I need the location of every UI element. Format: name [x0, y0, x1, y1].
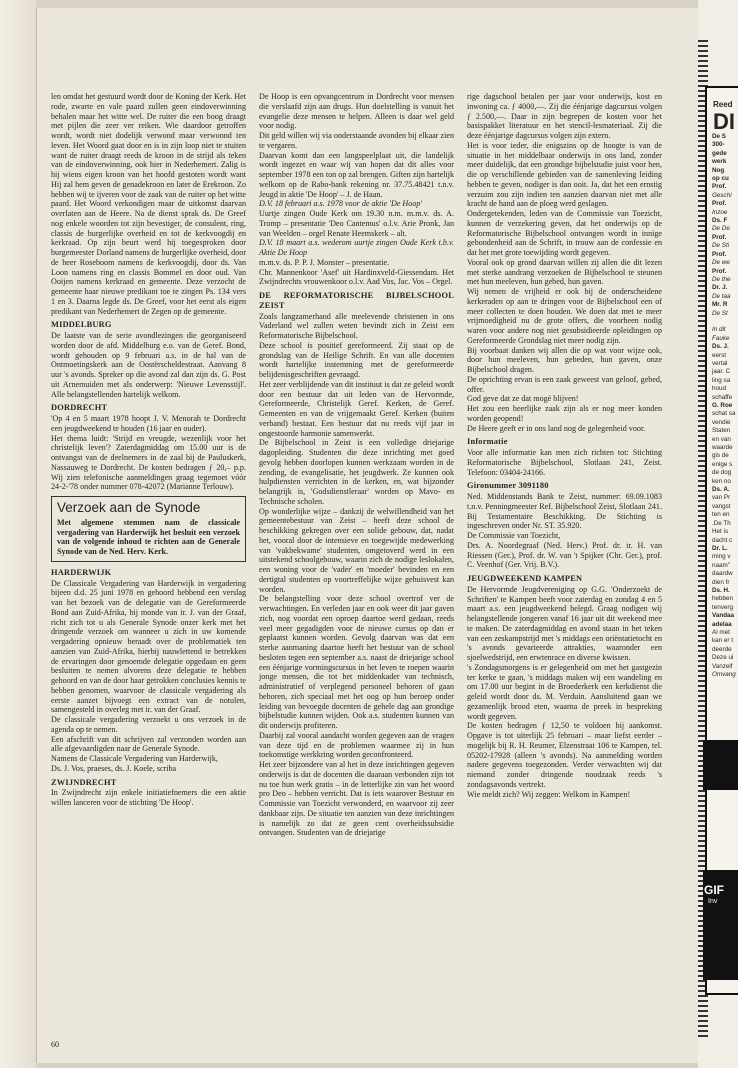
ad-line: enige s — [712, 460, 733, 468]
ad-line: gede — [712, 149, 727, 157]
ad-line: Ds. F — [712, 217, 728, 225]
column-middle — [259, 92, 454, 838]
section-heading: Informatie — [467, 437, 508, 447]
ad-line: G. Roe — [712, 402, 733, 409]
paragraph: Op wonderlijke wijze – dankzij de welwillendheid van het gemeentebestuur van Zeist – heeft deze school de beschikking gekregen over een solide gebouw, dat, nadat het, vooral door de intensieve en toegewijde medewerking van 'vakbekwame' studenten, omgetoverd werd in een uitstekend schoolgebouw, waarin zich de nodige leslokalen, een woning voor de 'vader' en 'moeder' bevinden en een dertigtal studenten op voortreffelijke wijze gehuisvest kan worden. — [259, 506, 454, 594]
paragraph: Uurtje zingen Oude Kerk om 19.30 n.m. m.m.v. ds. A. Tromp – presentatie 'Deo Cantemus' o.l.v. Arie Pronk, Jan van Weelden – orgel Renate Heemskerk – alt. — [259, 209, 454, 238]
paragraph: rige dagschool betalen per jaar voor onderwijs, kost en inwoning ca. ƒ 4000,—. Zij die éénjarige dagcursus volgen ƒ 2.500,—. Daar in zijn begrepen de kosten voor het basispakket literatuur en het stencil-lesmateriaal. Zij die deze éénjarige dagcursus volgen zijn extern. — [467, 92, 662, 140]
ad-line: vertal — [712, 359, 728, 367]
ad-line: werk — [712, 158, 727, 166]
ad-line: De St — [712, 309, 728, 317]
paragraph: Ondergetekenden, leden van de Commissie van Toezicht, kunnen de verzekering geven, dat het onderwijs op de Reformatorische Bijbelschool ontvangen wordt in innige gebondenheid aan de Schrift, in trouw aan de confessie en dat het met grote toewijding wordt gegeven. — [467, 209, 662, 257]
ad-line: en van — [712, 435, 731, 443]
ad-line: ken no — [712, 477, 731, 485]
paragraph: Het zou een heerlijke zaak zijn als er nog meer konden worden geopend! — [467, 404, 662, 423]
section-heading: HARDERWIJK — [51, 567, 112, 577]
paragraph: Het thema luidt: 'Strijd en vreugde, wezenlijk voor het christelijk leven'? Zaterdagmiddag om 15.00 uur is de ontvangst van de deelnemers in de zaal bij de Pauluskerk, Nassauweg te Dordrecht. De kosten bedragen ƒ 20,– p.p. Wij zien telefonische aanmeldingen graag tegemoet vóór 24-2-'78 onder nummer 078-42072 (Marianne Terlouw). — [51, 433, 246, 492]
section-heading: DORDRECHT — [51, 403, 108, 413]
paragraph: De classicale vergadering verzoekt u ons verzoek in de agenda op te nemen. — [51, 715, 246, 734]
column-right — [467, 92, 662, 799]
ad-line: van Pr — [712, 494, 731, 502]
paragraph: Namens de Classicale Vergadering van Harderwijk, — [51, 754, 218, 764]
ad-line: Al met — [712, 628, 730, 636]
ad-line: waarde — [712, 444, 733, 452]
ad-line: ling sa — [712, 376, 731, 384]
section-heading: DE REFORMATORISCHE BIJBELSCHOOL ZEIST — [259, 291, 454, 310]
boxed-notice-title: Verzoek aan de Synode — [57, 500, 201, 515]
ad-line: hebben — [712, 595, 734, 603]
boxed-notice-text: Met algemene stemmen nam de classicale vergadering van Harderwijk het besluit een verzoek van de volgende inhoud te richten aan de Generale Synode van de Ned. Herv. Kerk. — [57, 518, 240, 557]
ad-line: daardw — [712, 570, 733, 578]
boxed-notice — [51, 496, 246, 562]
paragraph: Ned. Middenstands Bank te Zeist, nummer: 69.09.1083 t.n.v. Penningmeester Ref. Bijbelschool Zeist, Slotlaan 241. Bij Testamentaire Beschikking. De Stichting is ingeschreven onder Nr. ST. 35.920. — [467, 492, 662, 531]
ad-line: gis de — [712, 452, 729, 460]
ad-line: Prof. — [712, 267, 727, 275]
ad-line: Prof. — [712, 183, 727, 191]
paragraph: De belangstelling voor deze school overtrof ver de verwachtingen. En verleden jaar en ook weer dit jaar gaven zich, nog voordat een oproep daartoe werd gedaan, reeds veel meer gegadigden voor de nieuwe cursus op dan er geplaatst kunnen worden. Gevolg daarvan was dat een sterke aanmaning daartoe heeft het bestuur van de school besloten tegen een september a.s. naast de driejarige school een éénjarige vormingscursus in het leven te roepen waarin jonge mensen, die tot het middenkader van technisch, administratief of verplegend personeel behoren of gaan behoren, zich speciaal met het oog op hun beroep onder leiding van bevoegde docenten de gehele dag aan grondige bijbelstudie kunnen wijden. Ook a.s. studenten kunnen van dit onderwijs profiteren. — [259, 594, 454, 730]
ad-line: Omvang — [712, 671, 736, 678]
paragraph: Het zeer verblijdende van dit instituut is dat ze geleid wordt door een bestuur dat uit leden van de Hervormde, Gereformeerde, Christelijk Geref. Kerken, de Geref. Gemeenten en van de vrijgemaakt Geref. Kerken (buiten verband) bestaat. Een bestuur dat nu reeds vijf jaar in ongestoorde harmonie samenwerkt. — [259, 379, 454, 438]
ad-line: de dog — [712, 469, 732, 477]
ad-footer-title: GIF — [704, 883, 724, 897]
ad-line: Staten — [712, 427, 731, 435]
paragraph: De oprichting ervan is een zaak geweest van geloof, gebed, offer. — [467, 374, 662, 394]
paragraph: Chr. Mannenkoor 'Asef' uit Hardinxveld-Giessendam. Het Zwijndrechts vrouwenkoor o.l.v. Aad Vos, Jac. Vos – Orgel. — [259, 267, 454, 287]
ad-line: .De Th — [712, 519, 731, 527]
paragraph: De kosten bedragen ƒ 12,50 te voldoen bij aankomst. Opgave is tot uiterlijk 25 februari – maar liefst eerder – mogelijk bij R. H. Reumer, Elzenstraat 106 te Kampen, tel. 05202-17928 (alleen 's avonds). Na aanmelding worden nadere gegevens toegezonden. Verder verwachten wij dat niemand zonder dringende noodzaak reeds 's zondagsavonds vertrekt. — [467, 721, 662, 789]
paragraph: Voor alle informatie kan men zich richten tot: Stichting Reformatorische Bijbelschool, Slotlaan 241, Zeist. Telefoon: 03404-24166. — [467, 448, 662, 477]
paragraph: De Hervormde Jeugdvereniging op G.G. 'Onderzoekt de Schriften' te Kampen beeft voor zaterdag en zondag 4 en 5 maart a.s. een jeugdweekend belegd. Graag nodigen wij belangstellende jongeren vanaf 16 jaar uit dit weekend mee te maken. De zaterdagmiddag en avond staan in het teken van een zeskampstrijd met 's middags een oriëntatietocht en 's avonds gevarieerde attrakties, waaronder een sjoelwedstrijd, een erwtenrace en diverse kwissen. — [467, 584, 662, 662]
paragraph: Zoals langzamerhand alle meelevende christenen in ons Vaderland wel zullen weten bevindt zich in Zeist een Reformatorische Bijbelschool. — [259, 311, 454, 340]
paragraph: De Hoop is een opvangcentrum in Dordrecht voor mensen die verslaafd zijn aan drugs. Hun doelstelling is vanuit het evangelie deze mensen te helpen. Alleen is daar wel geld voor nodig. — [259, 92, 454, 131]
paragraph: Wie meldt zich? Wij zeggen: Welkom in Kampen! — [467, 789, 631, 799]
paragraph: Deze school is positief gereformeerd. Zij staat op de grondslag van de Heilige Schrift. En van alle docenten wordt hartelijke instemming met de gereformeerde belijdenisgeschriften gevraagd. — [259, 340, 454, 379]
paragraph: De Classicale Vergadering van Harderwijk in vergadering bijeen d.d. 25 juni 1978 en gehoord hebbend een verslag van het bezoek van de delegatie van de Gereformeerde Bond aan Zuid-Afrika, bij monde van ir. J. van der Graaf, richt zich tot u als Generale Synode onzer kerk met het dringende verzoek om wanneer u zich in uw komende vergadering opnieuw beraadt over de problematiek ten aanzien van Zuid-Afrika, hierbij nauwlettend te betrekken de ervaringen door genoemde delegatie opgedaan en geen besluiten te nemen alvorens deze delegatie te hebben gehoord en van de door haar getrokken conclusies kennis te hebben genomen, waarvoor de classicale vergadering als eerste aanzet bijvoegt een extract van de notulen, samengesteld in overleg met ir. van der Graaf. — [51, 578, 246, 715]
ad-line: Inzoe — [712, 208, 728, 216]
ad-line: De Sti — [712, 242, 730, 250]
section-heading: MIDDELBURG — [51, 320, 112, 330]
paragraph: In Zwijndrecht zijn enkele initiatiefnemers die een aktie willen lanceren voor de stichting 'De Hoop'. — [51, 788, 246, 808]
paragraph: 'Op 4 en 5 maart 1978 hoopt J. V. Menorah te Dordrecht een jeugdweekend te houden (16 jaar en ouder). — [51, 414, 246, 433]
ad-line: Dr. J. — [712, 284, 728, 292]
ad-line: Ds. J. — [712, 343, 729, 351]
ad-text-lines — [707, 133, 738, 679]
paragraph: Wij nemen de vrijheid er ook bij de onderscheidene kerkeraden op aan te dringen voor de Bijbelschool een of meer collecten te doen houden. We doen dat met te meer vrijmoedigheid nu de grote offers, die voorheen nodig waren voor andere nog niet gesubsidieerde opleidingen op Gereformeerde Grondslag niet meer nodig zijn. — [467, 287, 662, 345]
ad-line: dacht c — [712, 536, 733, 544]
page-number: 60 — [51, 1040, 59, 1049]
ad-line: Het is — [712, 528, 729, 536]
section-heading: Gironummer 3091180 — [467, 481, 549, 491]
page-left-margin — [0, 0, 36, 1068]
paragraph: Dit geld willen wij via onderstaande avonden bij elkaar zien te vergaren. — [259, 131, 454, 150]
ad-line: ten en — [712, 511, 730, 519]
paragraph: De Heere geeft er in ons land nog de gelegenheid voor. — [467, 423, 646, 433]
paragraph: De laatste van de serie avondlezingen die georganiseerd worden door de afd. Middelburg e.o. van de Geref. Bond, wordt gehouden op 9 februari a.s. in de hal van de Ontmoetingskerk aan de Oostërscheldestraat. Aanvang 8 uur 's avonds. Spreker op die avond zal dan zijn ds. G. Post uit Arnemuiden met als onderwerp: 'Nieuwe Levensstijl'. Alle belangstellenden hartelijk welkom. — [51, 331, 246, 399]
ad-line: Mr. R — [712, 301, 728, 309]
column-left — [51, 92, 246, 808]
ad-line: tenverg — [712, 603, 734, 611]
ad-line: ming v — [712, 553, 731, 561]
ad-line: adelaa — [712, 620, 732, 628]
paragraph: Het zeer bijzondere van al het in deze inrichtingen gegeven onderwijs is dat de docenten die daaraan verbonden zijn tot nu toe hun werk gratis – in de letterlijke zin van het woord pro Deo – hebben verricht. Dat is iets waarover Bestuur en Commissie van Toezicht verwonderd, en waarvoor zij zeer dankbaar zijn. De situatie ten aanzien van deze inrichtingen is namelijk zo dat ze geen cent overheidssubsidie ontvangen. Studenten van de driejarige — [259, 760, 454, 838]
advertisement — [705, 86, 738, 995]
ad-line: dien fr — [712, 578, 730, 586]
ad-line: schaffe — [712, 393, 733, 401]
ad-line: jaar. C — [712, 368, 731, 376]
ad-title: DI — [713, 109, 735, 134]
paragraph: Bij voorbaat danken wij allen die op wat voor wijze ook, door hun meeleven, hun gebeden, hun gaven, onze Bijbelschool dragen. — [467, 345, 662, 374]
paragraph: Een afschrift van dit schrijven zal verzonden worden aan alle afgevaardigden naar de Generale Synode. — [51, 734, 246, 754]
ad-line: Ds. H. — [712, 586, 730, 594]
ad-line: Ds. A. — [712, 486, 730, 494]
ad-line: Geschi — [712, 191, 732, 199]
ad-line: Nog — [712, 166, 725, 174]
newspaper-page — [36, 8, 699, 1063]
ad-footer-sub: Inv — [708, 898, 718, 905]
ad-line: Prof. — [712, 200, 727, 208]
ad-line: naam" — [712, 561, 730, 569]
paragraph: De Commissie van Toezicht, — [467, 531, 561, 540]
ad-line: vangst — [712, 502, 731, 510]
paragraph: Het is voor ieder, die enigszins op de hoogte is van de situatie in het middelbaar onderwijs in ons land, zonder meer duidelijk, dat een grondige bijbelstudie juist voor hen, die op verschillende gebieden van de samenleving leiding hebben te geven, nodiger is dan ooit. Ja, dat het een ernstig verzuim zou zijn indien ten aanzien daarvan niet met alle kracht de hand aan de ploeg werd geslagen. — [467, 140, 662, 209]
ad-line: Fauke — [712, 334, 730, 342]
paragraph: Daarbij zal vooral aandacht worden gegeven aan de vragen van deze tijd en de problemen waarmee zij in hun toekomstige werkkring worden geconfronteerd. — [259, 730, 454, 760]
paragraph: Daarvan komt dan een langspeelplaat uit, die landelijk wordt ingezet en waar wij van hopen dat dit alles voor september 1978 een ton op zal brengen. Giften zijn hartelijk welkom op de Rabo-bank rekening nr. 37.75.48421 t.n.v. Jeugd in aktie 'De Hoop' – J. de Haan. — [259, 150, 454, 199]
ad-line: schat sa — [712, 410, 736, 418]
adjacent-page — [698, 0, 738, 1068]
ad-line: op cu — [712, 175, 729, 183]
ad-line: vendie — [712, 418, 731, 426]
ad-line: eerst — [712, 351, 726, 359]
ad-line: kan er t — [712, 637, 733, 645]
ad-line: houd — [712, 385, 727, 393]
italic-paragraph: D.V. 18 maart a.s. wederom uurtje zingen Oude Kerk t.b.v. Aktie De Hoop — [259, 238, 454, 257]
ad-line: Vanzelf — [712, 662, 733, 670]
paragraph: len omdat het gestuurd wordt door de Koning der Kerk. Het rode, zwarte en vale paard zullen geen eindoverwinning behalen maar het witte wel. De ruiter die een boog draagt met pijlen die zeer ver reiken. Wie daardoor getroffen wordt, wordt niet dodelijk verwond maar verwonnd ten leven. Het Woord gaat door en is in zijn loop niet te stuiten want de ruiter draagt reeds de kroon in de strijd als teken van de eindoverwinning, ook hier in Nederhemert. Zalig is hij wiens eigen kroon van het hoofd gestoten wordt want Hij zal hem geven de genadekroon en later de Erekroon. Zo hebben wij te ijveren voor de zaak van de ruiter op het witte paard. Het Woord verkondigen maar de uitkomst daarvan overlaten aan de Heere. Na de dienst sprak ds. De Greef nog enkele woorden tot zijn bevestiger, de consulent, ring, classis de burgerlijke overheid en tot de kerkvoogdij en kerkraad. Op zijn beurt werd hij toegesproken door burgemeester Dorland namens de burgerlijke overheid, door de heer Roseboom namens de kerkvoogdij, door ds. Van Loon namens ring en classis Bommel en door oud. Van Ooijen namens kerkraad en gemeente. Deze verzocht de gemeente haar nieuwe predikant toe te zingen Ps. 134 vers 1 en 3. Daarna legde ds. De Greef, voor het eerst als eigen predikant van Nederhemert de Zegen op de gemeente. — [51, 92, 247, 316]
paragraph: Vooral ook op grond daarvan willen zij allen die dit lezen met sterke aandrang verzoeken de Bijbelschool te steunen met hun meeleven, hun gebed, hun gaven. — [467, 257, 662, 287]
ad-line: Dr. L. — [712, 544, 728, 552]
ad-line: De we — [712, 259, 730, 267]
italic-paragraph: D.V. 18 februari a.s. 1978 voor de aktie 'De Hoop' — [259, 199, 423, 209]
paragraph: Drs. A. Noordegraaf (Ned. Herv.) Prof. dr. ir. H. van Riessen (Ger.), Prof. dr. W. van 't Spijker (Chr. Ger.), prof. C. Veenhof (Ger. Vrij. B.V.). — [467, 540, 662, 570]
ad-line: In dit — [712, 326, 726, 334]
section-heading: JEUGDWEEKEND KAMPEN — [467, 574, 583, 583]
ad-line: De S — [712, 133, 726, 140]
ad-line: Prof. — [712, 250, 727, 258]
paragraph: 's Zondagsmorgens is er gelegenheid om met het gastgezin ter kerke te gaan, 's middags maken wij een wandeling en om 17.00 uur begint in de Broederkerk een kerkdienst die geleid wordt door ds. M. Verduin. Aansluitend gaan we gezamenlijk brood eten, waarna de preek in bespreking wordt gegeven. — [467, 662, 662, 721]
paragraph: God geve dat ze dat mogé blijven! — [467, 394, 579, 404]
ad-line: deerde — [712, 645, 732, 653]
section-heading: ZWIJNDRECHT — [51, 777, 117, 787]
ad-black-block — [703, 740, 738, 790]
ad-line: 300- — [712, 141, 725, 149]
ad-line: De the — [712, 275, 731, 283]
ad-line: De taa — [712, 292, 731, 300]
ad-line: Deze ui — [712, 654, 734, 662]
paragraph: Ds. J. Vos, praeses, ds. J. Koele, scriba — [51, 763, 177, 773]
ad-line — [712, 318, 738, 326]
ad-line: Vandaa — [712, 612, 735, 620]
paragraph: De Bijbelschool in Zeist is een volledige driejarige dagopleiding. Studenten die deze inrichting met goed gevolg hebben doorlopen kunnen werkzaam worden in de zending, de evangelisatie, het jeugdwerk. Ze kunnen ook hulpdiensten verrichten in de kerken, en, wat bijzonder belangrijk is, 'Godsdienstleraar' worden op Mavo- en Technische scholen. — [259, 438, 454, 506]
paragraph: m.m.v. ds. P. P. J. Monster – presentatie. — [259, 257, 390, 267]
ad-line: Prof. — [712, 233, 727, 241]
ad-line: De De — [712, 225, 730, 233]
ad-header: Reed — [713, 100, 733, 109]
